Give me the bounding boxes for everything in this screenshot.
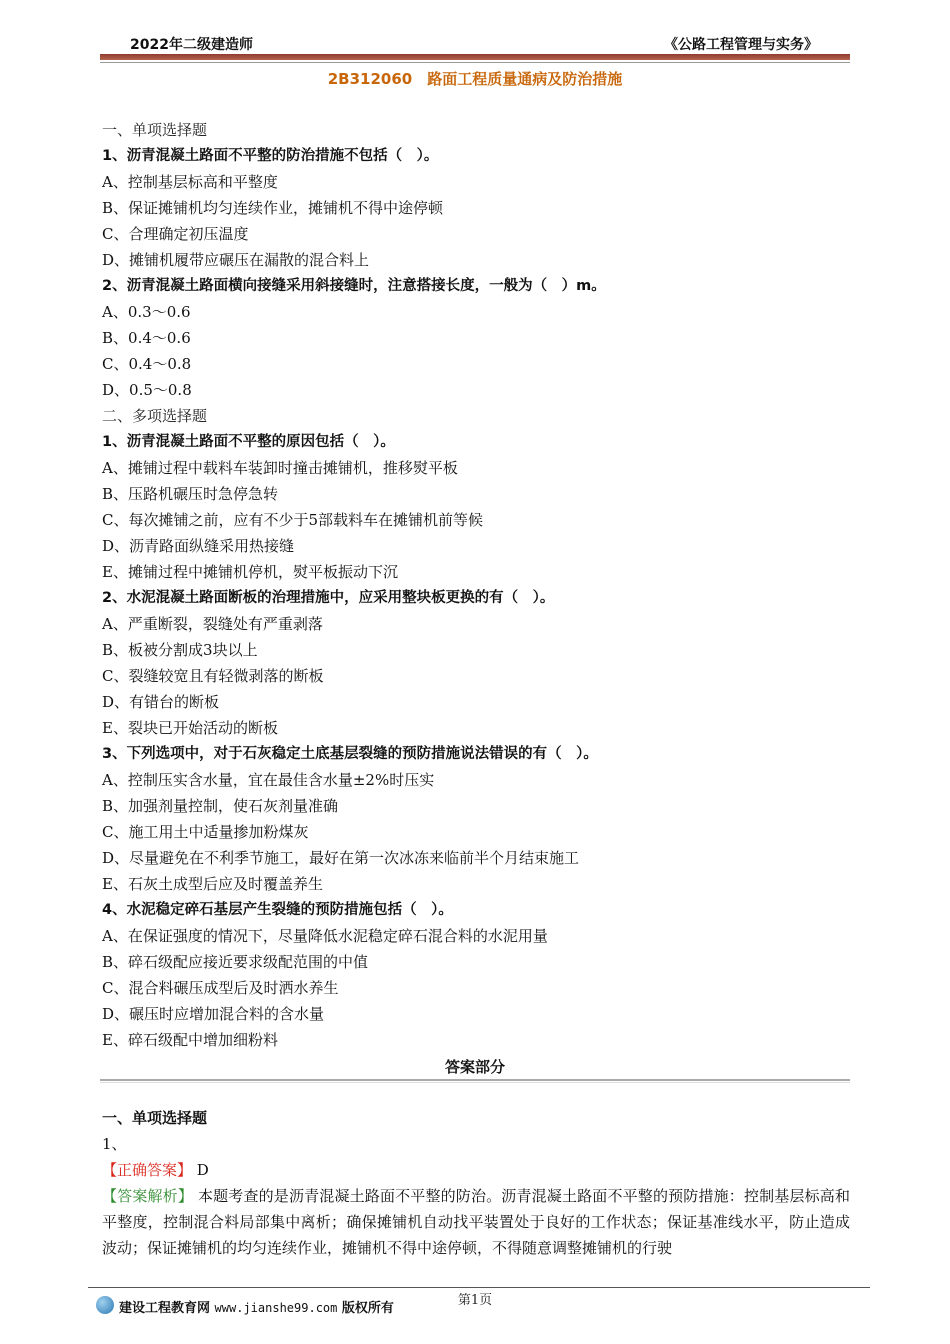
answer-option: B、保证摊铺机均匀连续作业，摊铺机不得中途停顿: [102, 199, 444, 217]
answer-option: E、石灰土成型后应及时覆盖养生: [102, 875, 323, 893]
header-rule: [100, 54, 850, 60]
answer-option: E、裂块已开始活动的断板: [102, 719, 278, 737]
answer-rule-light: [100, 1082, 850, 1083]
answer-option: D、尽量避免在不利季节施工，最好在第一次冰冻来临前半个月结束施工: [102, 849, 580, 867]
question-list: [102, 117, 850, 1053]
answer-option: B、0.4～0.6: [102, 329, 191, 347]
answer-option: D、碾压时应增加混合料的含水量: [102, 1005, 325, 1023]
footer-url[interactable]: www.jianshe99.com: [214, 1301, 338, 1315]
answer-option: C、合理确定初压温度: [102, 225, 249, 243]
brand-logo-icon: [96, 1296, 114, 1314]
footer-rights: 版权所有: [341, 1301, 394, 1316]
answer-sub-heading: 一、单项选择题: [102, 1109, 208, 1127]
answer-option: C、施工用土中适量掺加粉煤灰: [102, 823, 309, 841]
analysis-paragraph: [102, 1183, 850, 1261]
answer-option: D、沥青路面纵缝采用热接缝: [102, 537, 295, 555]
question-stem: 4、水泥稳定碎石基层产生裂缝的预防措施包括（ ）。: [102, 902, 453, 918]
question-stem: 2、水泥混凝土路面断板的治理措施中，应采用整块板更换的有（ ）。: [102, 590, 555, 606]
answer-option: D、0.5～0.8: [102, 381, 192, 399]
header-thin-rule: [100, 62, 850, 63]
footer-rule: [88, 1287, 870, 1288]
analysis-text: 本题考查的是沥青混凝土路面不平整的防治。沥青混凝土路面不平整的预防措施：控制基层标高和平整度，控制混合料局部集中离析；确保摊铺机自动找平装置处于良好的工作状态；保证基准线水平，防止造成波动；保证摊铺机的均匀连续作业，摊铺机不得中途停顿，不得随意调整摊铺机的行驶: [102, 1187, 850, 1257]
answer-rule: [100, 1079, 850, 1081]
correct-answer-line: [102, 1157, 850, 1183]
answer-option: A、严重断裂，裂缝处有严重剥落: [102, 615, 323, 633]
answer-option: B、加强剂量控制，使石灰剂量准确: [102, 797, 339, 815]
analysis-label: 【答案解析】: [102, 1187, 194, 1205]
answer-heading: 答案部分: [444, 1058, 505, 1076]
question-stem: 2、沥青混凝土路面横向接缝采用斜接缝时，注意搭接长度，一般为（ ）m。: [102, 278, 606, 294]
section-heading: 一、单项选择题: [102, 121, 208, 139]
answer-option: C、混合料碾压成型后及时洒水养生: [102, 979, 339, 997]
section-heading: 二、多项选择题: [102, 407, 208, 425]
answer-option: A、在保证强度的情况下，尽量降低水泥稳定碎石混合料的水泥用量: [102, 927, 548, 945]
correct-answer-label: 【正确答案】: [102, 1161, 193, 1179]
answer-block: [102, 1105, 850, 1261]
page-number: 第1页: [457, 1293, 493, 1308]
answer-option: B、板被分割成3块以上: [102, 641, 258, 659]
answer-option: B、压路机碾压时急停急转: [102, 485, 279, 503]
correct-answer-value: D: [196, 1161, 209, 1179]
answer-option: A、摊铺过程中载料车装卸时撞击摊铺机，推移熨平板: [102, 459, 458, 477]
answer-question-number: 1、: [102, 1135, 127, 1153]
answer-option: A、控制压实含水量，宜在最佳含水量±2%时压实: [102, 771, 435, 789]
answer-option: C、每次摊铺之前，应有不少于5部载料车在摊铺机前等候: [102, 511, 484, 529]
footer-brand-name: 建设工程教育网: [119, 1301, 211, 1316]
section-title: 2B312060 路面工程质量通病及防治措施: [327, 70, 623, 88]
answer-option: B、碎石级配应接近要求级配范围的中值: [102, 953, 369, 971]
footer-brand: [119, 1297, 394, 1316]
answer-option: C、0.4～0.8: [102, 355, 192, 373]
question-stem: 3、下列选项中，对于石灰稳定土底基层裂缝的预防措施说法错误的有（ ）。: [102, 746, 598, 762]
header-exam-title: 2022年二级建造师: [130, 37, 253, 53]
question-stem: 1、沥青混凝土路面不平整的原因包括（ ）。: [102, 434, 395, 450]
answer-option: E、摊铺过程中摊铺机停机，熨平板振动下沉: [102, 563, 398, 581]
answer-option: A、控制基层标高和平整度: [102, 173, 278, 191]
answer-option: A、0.3～0.6: [102, 303, 191, 321]
header-subject-title: 《公路工程管理与实务》: [664, 37, 818, 53]
answer-option: C、裂缝较宽且有轻微剥落的断板: [102, 667, 324, 685]
answer-option: D、有错台的断板: [102, 693, 220, 711]
answer-option: E、碎石级配中增加细粉料: [102, 1031, 278, 1049]
question-stem: 1、沥青混凝土路面不平整的防治措施不包括（ ）。: [102, 148, 439, 164]
answer-option: D、摊铺机履带应碾压在漏散的混合料上: [102, 251, 370, 269]
